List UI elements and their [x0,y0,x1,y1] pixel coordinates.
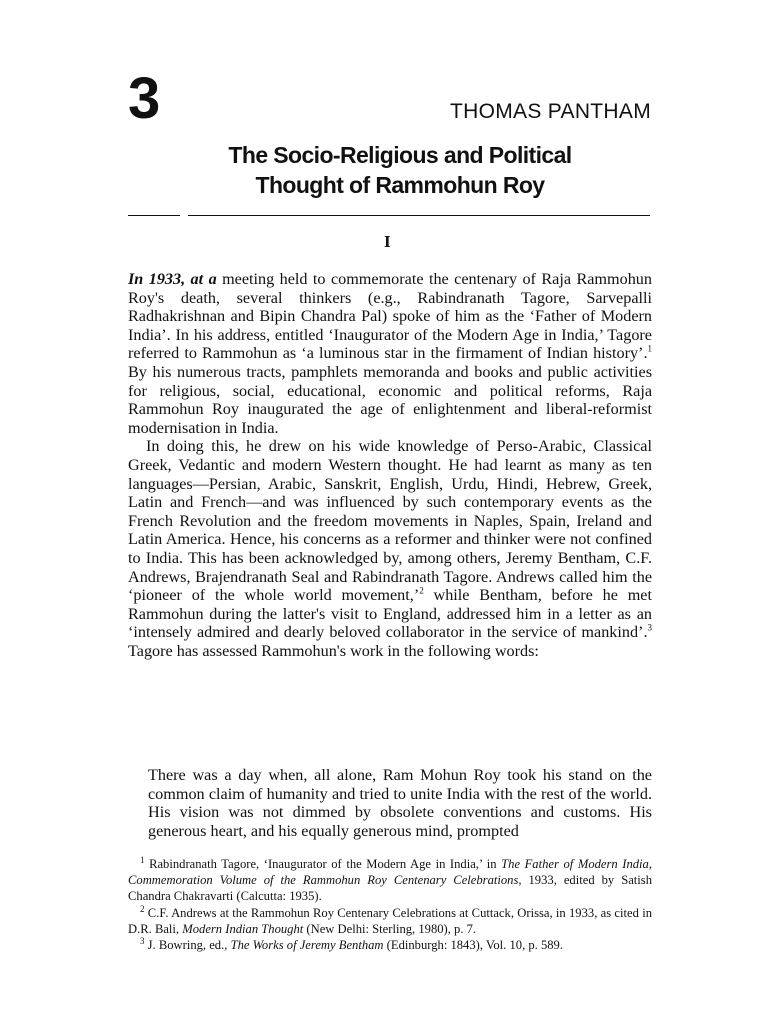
footnote-2-text: C.F. Andrews at the Rammohun Roy Centenary Celebrations at Cuttack, Orissa, in 1933, as cited in D.R. Bali, [128,905,652,936]
paragraph-2 [128,437,652,660]
paragraph-1 [128,270,652,437]
body-text [128,270,652,660]
footnote-2-text-end: (New Delhi: Sterling, 1980), p. 7. [303,921,477,936]
section-numeral: I [384,232,391,251]
chapter-number: 3 [128,66,161,131]
footnote-mark-1: 1 [140,854,145,865]
paragraph-2-text-end: Tagore has assessed Rammohun's work in the following words: [128,641,539,660]
chapter-title [150,140,650,200]
footnote-3-text: J. Bowring, ed., [144,938,231,953]
footnote-1-text: Rabindranath Tagore, ‘Inaugurator of the Modern Age in India,’ in [144,857,502,871]
paragraph-1-text-continued: By his numerous tracts, pamphlets memoranda and books and public activities for religious, social, educational, economic and political reforms, Raja Rammohun Roy inaugurated the age of enlightenment and liberal-reformist modernisation in India. [128,362,652,437]
paragraph-2-text-continued: while Bentham, before he met Rammohun during the latter's visit to England, addressed him in a letter as an ‘intensely admired and dearly beloved collaborator in the service of mankind’. [128,586,652,642]
paragraph-1-text: meeting held to commemorate the centenary of Raja Rammohun Roy's death, several thinkers (e.g., Rabindranath Tagore, Sarvepalli Radhakrishnan and Bipin Chandra Pal) spoke of him as the ‘Father of Modern India’. In his address, entitled ‘Inaugurator of the Modern Age in India,’ Tagore referred to Rammohun as ‘a luminous star in the firmament of Indian history’. [128,270,652,363]
footnote-1-title: The Father of Modern India, Commemoration Volume of the Rammohun Roy Centenary Celebrations, [128,857,652,888]
footnote-ref-2: 2 [419,585,424,596]
title-rule-short [128,215,180,216]
footnote-mark-3: 3 [140,935,145,946]
chapter-title-line-1: The Socio-Religious and Political [228,142,572,168]
footnote-3-text-end: (Edinburgh: 1843), Vol. 10, p. 589. [383,938,563,953]
author-name: THOMAS PANTHAM [450,100,651,123]
footnote-3 [128,937,652,953]
paragraph-lead-in: In 1933, at a [128,270,217,288]
footnote-mark-2: 2 [140,903,145,914]
paragraph-2-text: In doing this, he drew on his wide knowledge of Perso-Arabic, Classical Greek, Vedantic and modern Western thought. He had learnt as many as ten languages—Persian, Arabic, Sanskrit, English, Urdu, Hindi, Hebrew, Greek, Latin and French—and was influenced by such contemporary events as the French Revolution and the freedom movements in Naples, Spain, Ireland and Latin America. Hence, his concerns as a reformer and thinker were not confined to India. This has been acknowledged by, among others, Jeremy Bentham, C.F. Andrews, Brajendranath Seal and Rabindranath Tagore. Andrews called him the ‘pioneer of the whole world movement,’ [128,437,652,605]
footnote-3-title: The Works of Jeremy Bentham [230,938,384,953]
footnotes [128,856,652,953]
footnote-1-text-end: 1933, edited by Satish Chandra Chakravarti (Calcutta: 1935). [128,873,652,904]
footnote-1 [128,856,652,905]
footnote-ref-3: 3 [647,622,652,633]
footnote-ref-1: 1 [647,343,652,354]
footnote-2-title: Modern Indian Thought [182,921,304,936]
block-quote: There was a day when, all alone, Ram Mohun Roy took his stand on the common claim of humanity and tried to unite India with the rest of the world. His vision was not dimmed by obsolete conventions and customs. His generous heart, and his equally generous mind, prompted [148,766,652,840]
chapter-title-line-2: Thought of Rammohun Roy [255,172,545,198]
title-rule-long [188,215,650,216]
footnote-2 [128,905,652,937]
